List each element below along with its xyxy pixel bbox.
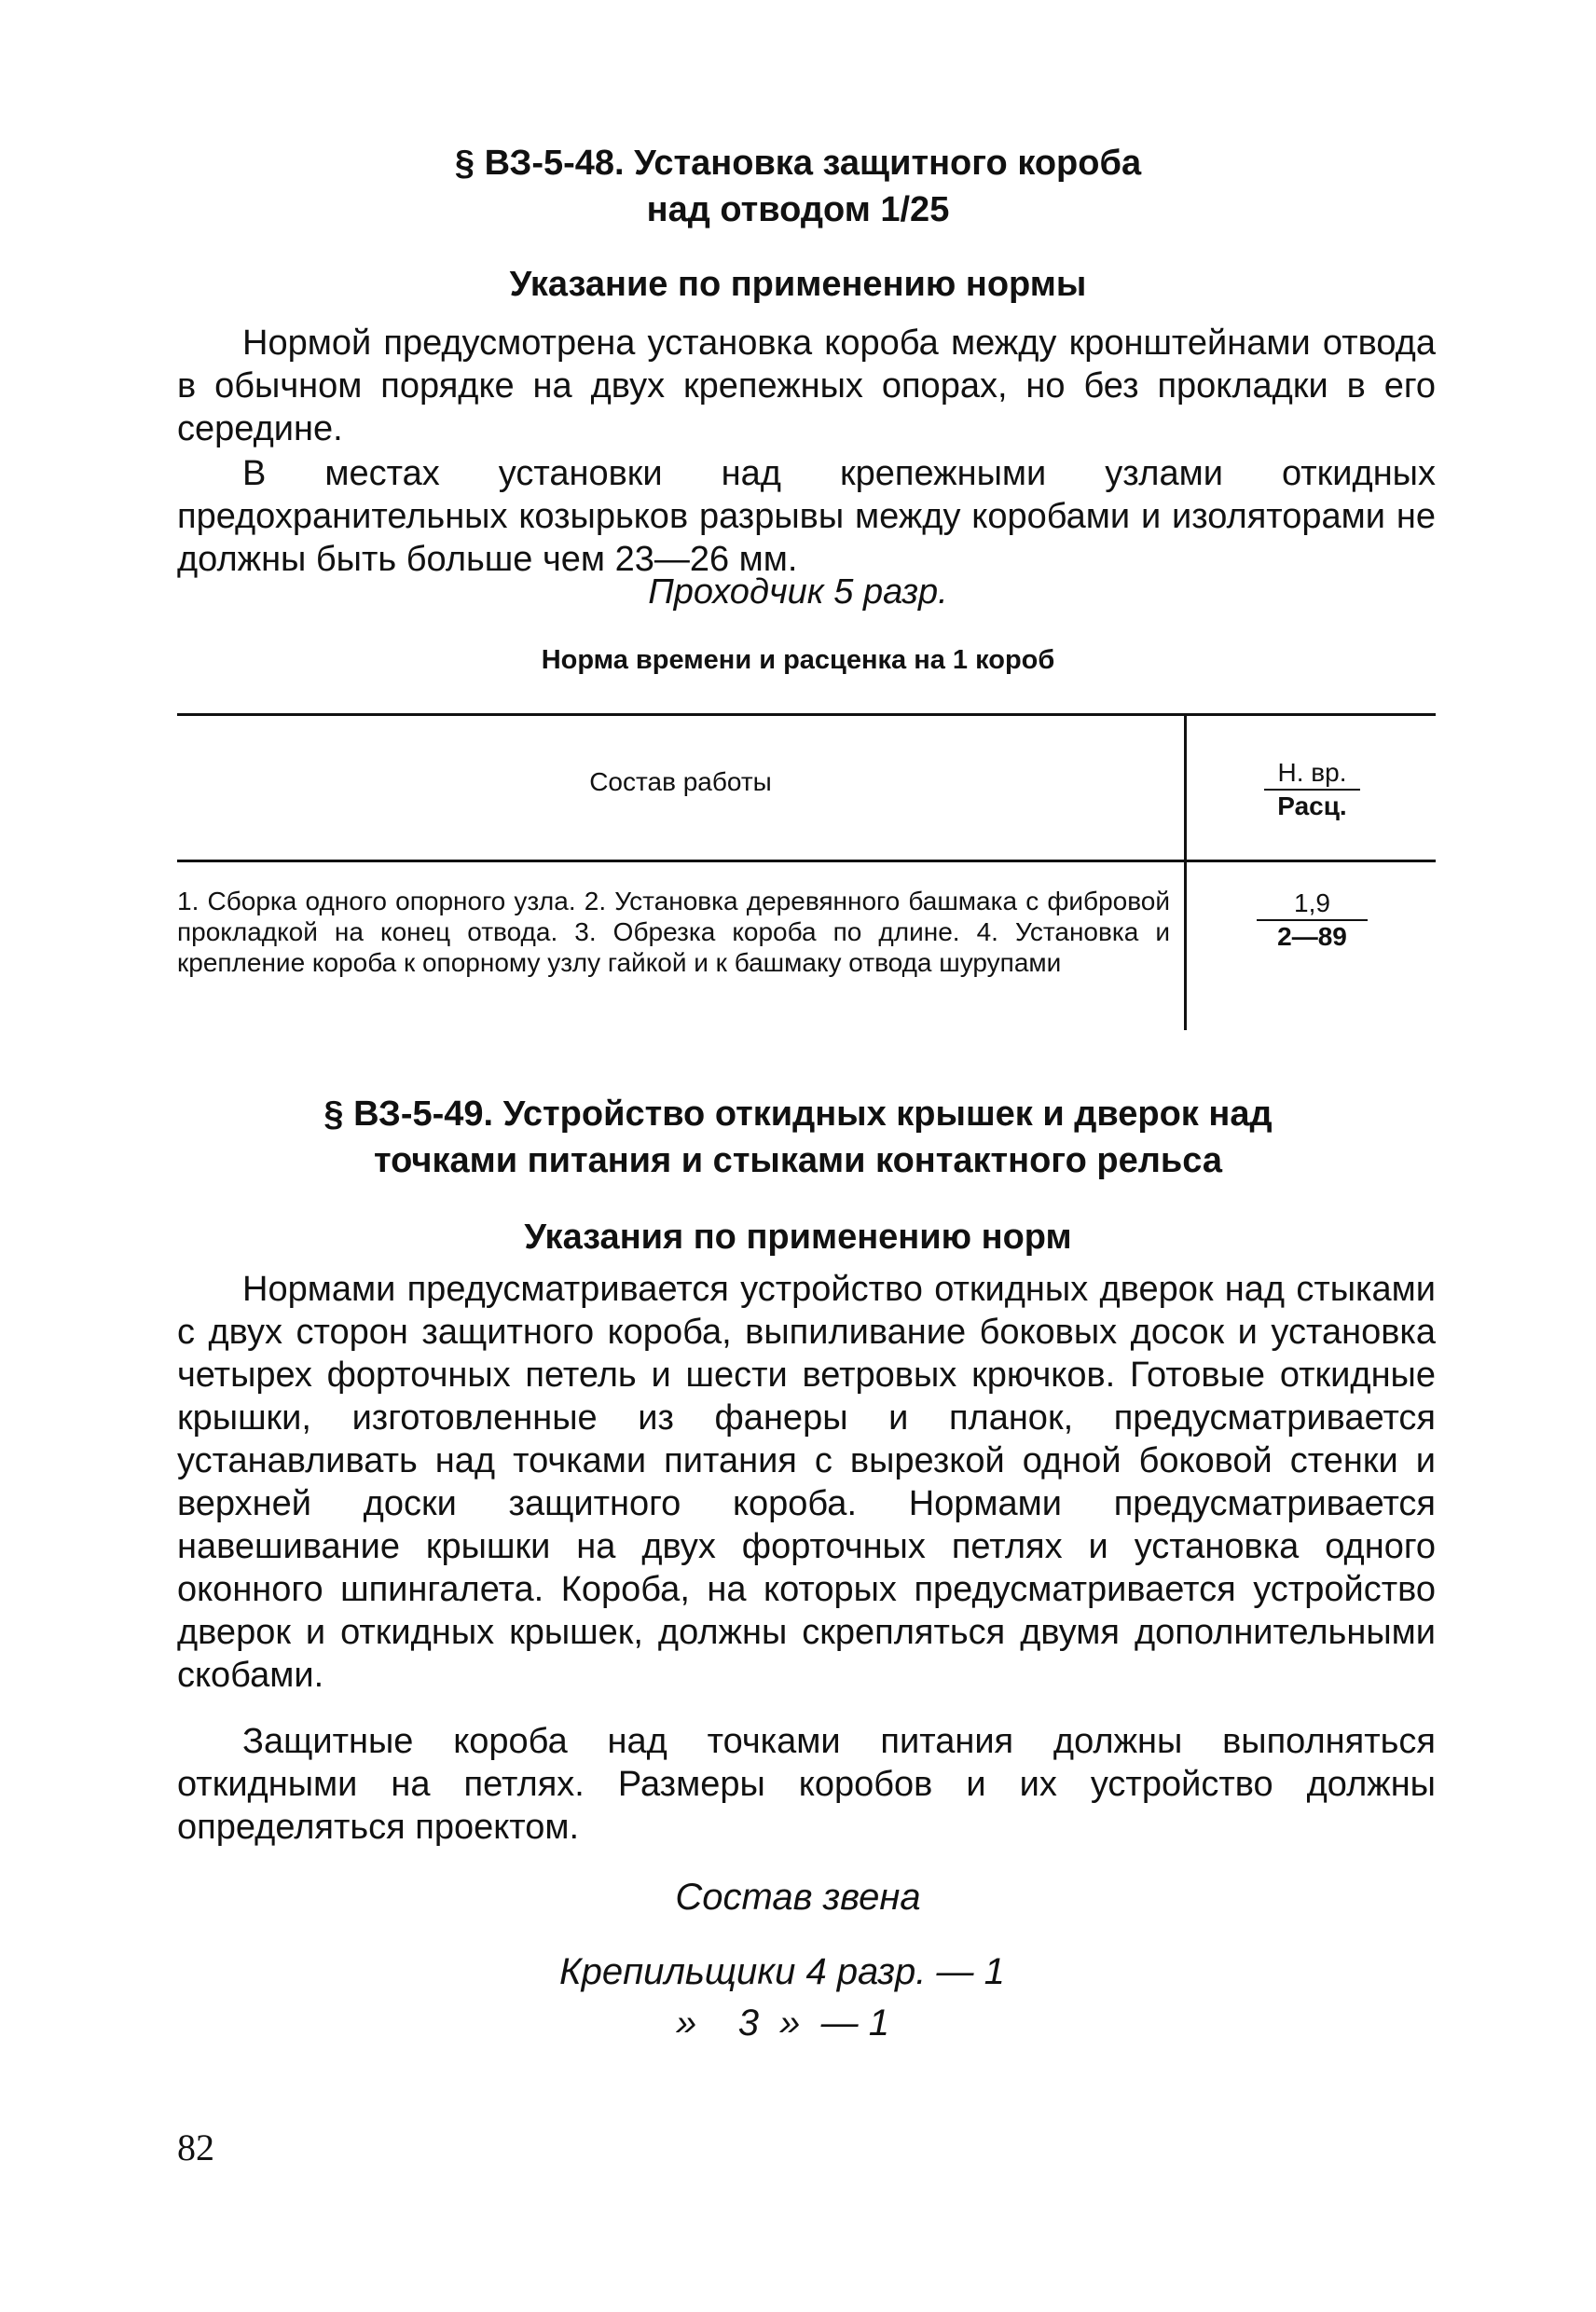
- page-number: 82: [177, 2126, 214, 2168]
- table-cell-norm: [1189, 888, 1436, 953]
- norm-header-top: Н. вр.: [1264, 757, 1359, 791]
- paragraph: Нормами предусматривается устройство откидных дверок над стыками с двух сторон защитного короба, выпиливание боковых досок и установка четырех форточных петель и шести ветровых крючков. Готовые откидные крышки, изготовленные из фанеры и планок, предусматривается устанавливать над точками питания с вырезкой одной боковой стенки и верхней доски защитного короба. Нормами предусматривается навешивание крышки на двух форточных петлях и установка одного оконного шпингалета. Короба, на которых предусматривается устройство дверок и откидных крышек, должны скрепляться двумя дополнительными скобами.: [177, 1270, 1436, 1695]
- crew-line: Крепильщики 4 разр. — 1: [559, 1951, 1005, 1992]
- norm-header-bottom: Расц.: [1277, 791, 1347, 820]
- rate-value: 2—89: [1277, 922, 1347, 951]
- table-cell-work: 1. Сборка одного опорного узла. 2. Установка деревянного башмака с фибровой прокладкой на конец отвода. 3. Обрезка короба по длине. 4. Установка и крепление короба к опорному узлу гайкой и к башмаку отвода шурупами: [177, 887, 1170, 977]
- table-header-work: Состав работы: [589, 767, 772, 796]
- section-title-line1: § ВЗ-5-48. Установка защитного короба: [454, 144, 1142, 183]
- paragraph: В местах установки над крепежными узлами откидных предохранительных козырьков разрывы между коробами и изоляторами не должны быть больше чем 23—26 мм.: [177, 454, 1436, 579]
- table-header-norm: [1189, 757, 1436, 822]
- paragraph: Нормой предусмотрена установка короба между кронштейнами отвода в обычном порядке на двух крепежных опорах, но без прокладки в его середине.: [177, 323, 1436, 448]
- crew-line: » 3 » — 1: [676, 2002, 890, 2044]
- section-title-line2: над отводом 1/25: [646, 190, 950, 229]
- section-title-line2: точками питания и стыками контактного рельса: [374, 1141, 1222, 1180]
- norm-value: 1,9: [1257, 888, 1368, 921]
- table-header-rule: [177, 860, 1436, 862]
- table-caption: Норма времени и расценка на 1 короб: [541, 645, 1055, 675]
- paragraph: Защитные короба над точками питания должны выполняться откидными на петлях. Размеры коробов и их устройство должны определяться проектом.: [177, 1722, 1436, 1847]
- crew-title: Состав звена: [675, 1877, 921, 1918]
- subheading: Указание по применению нормы: [509, 265, 1087, 304]
- section-title-line1: § ВЗ-5-49. Устройство откидных крышек и дверок над: [323, 1094, 1273, 1134]
- table-top-rule: [177, 713, 1436, 716]
- subheading: Указания по применению норм: [524, 1218, 1072, 1257]
- table-column-divider: [1184, 713, 1187, 1030]
- worker-label: Проходчик 5 разр.: [648, 572, 948, 612]
